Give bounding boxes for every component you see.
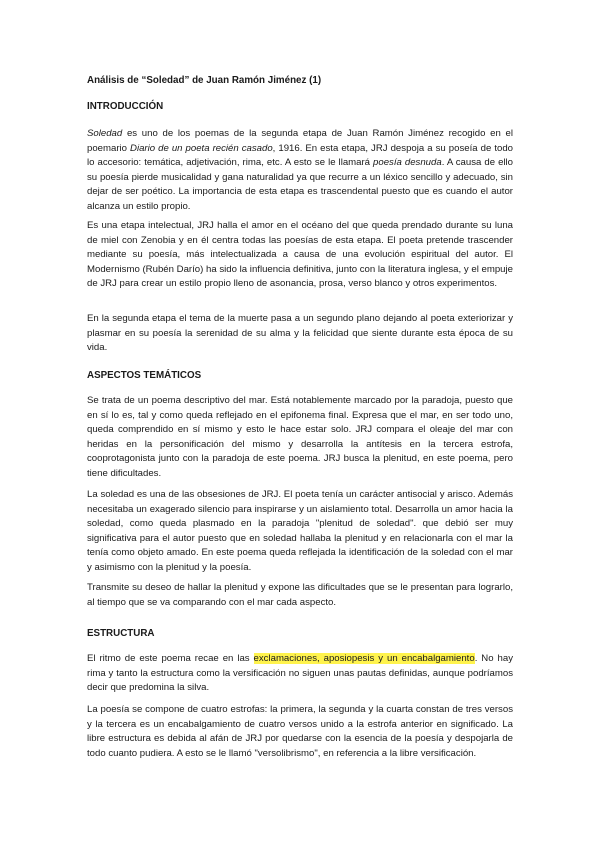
intro-paragraph-2: Es una etapa intelectual, JRJ halla el amor en el océano del que queda prendado durante su luna de miel con Zenobia y en él centra todas las poesías de esta etapa. El poeta pretende trascender mediante su poesía, más intelectualizada a causa de una evolución espiritual del autor. El Modernismo (Rubén Darío) ha sido la influencia definitiva, junto con la literatura inglesa, y el empuje de JRJ para crear un estilo propio lleno de asonancia, prosa, verso blanco y otros experimentos. [87, 220, 513, 290]
heading-estructura: ESTRUCTURA [87, 628, 155, 639]
temas-paragraph-2: La soledad es una de las obsesiones de JRJ. El poeta tenía un carácter antisocial y arisco. Además necesitaba un exagerado silencio para inspirarse y un aislamiento total. Desarrolla un amor hacia la soledad, como queda plasmado en la paradoja "plenitud de soledad". que debió ser muy significativa para el autor puesto que en soledad hallaba la plenitud y en relacionarla con el mar la tenía como objeto amado. En este poema queda reflejada la identificación de la soledad con el mar y asimismo con la plenitud y la poesía. [87, 489, 513, 573]
highlighted-text: exclamaciones, aposiopesis y un encabalgamiento [253, 653, 475, 664]
italic-title-diario: Diario de un poeta recién casado [130, 142, 273, 154]
temas-paragraph-3: Transmite su deseo de hallar la plenitud y expone las dificultades que se le presentan para lograrlo, al tiempo que se va comparando con el mar cada aspecto. [87, 582, 513, 608]
estructura-paragraph-2: La poesía se compone de cuatro estrofas: la primera, la segunda y la cuarta constan de tres versos y la tercera es un encabalgamiento de cuatro versos unido a la estrofa anterior en significado. La libre estructura es debida al afán de JRJ por quedarse con la esencia de la poesía y despojarla de todo cuanto pudiera. A esto se le llamó "versolibrismo", en referencia a la libre versificación. [87, 704, 513, 759]
intro-paragraph-1: Soledad es uno de los poemas de la segunda etapa de Juan Ramón Jiménez recogido en el poemario Diario de un poeta recién casado, 1916. En esta etapa, JRJ despoja a su poseía de todo lo accesorio: temática, adjetivación, rima, etc. A esto se le llamará poesía desnuda. A causa de ello su poesía pierde musicalidad y gana naturalidad ya que recurre a un léxico sencillo y adecuado, sin dejar de ser poético. La importancia de esta etapa es trascendental puesto que es cuando el autor alcanza un estilo propio. [87, 128, 514, 212]
intro-paragraph-3: En la segunda etapa el tema de la muerte pasa a un segundo plano dejando al poeta exteriorizar y plasmar en su poesía la serenidad de su alma y la felicidad que siente durante esta época de su vida. [87, 313, 513, 354]
italic-term-poesia-desnuda: poesía desnuda [373, 157, 442, 169]
heading-aspectos-tematicos: ASPECTOS TEMÁTICOS [87, 370, 202, 381]
temas-paragraph-1: Se trata de un poema descriptivo del mar. Está notablemente marcado por la paradoja, puesto que en sí lo es, tal y como queda reflejado en el epifonema final. Expresa que el mar, en ser todo uno, queda comprendido en sí mismo y esto le hace estar solo. JRJ compara el oleaje del mar con heridas en la personificación del mismo y desarrolla la antítesis en la tercera estrofa, cooprotagonista junto con la paradoja de este poema. JRJ busca la plenitud, en este poema, pero tiene dificultades. [87, 395, 513, 479]
document-title: Análisis de “Soledad” de Juan Ramón Jiménez (1) [87, 75, 322, 86]
italic-title-soledad: Soledad [87, 128, 123, 139]
estructura-paragraph-1: El ritmo de este poema recae en las exclamaciones, aposiopesis y un encabalgamiento. No hay rima y tanto la estructura como la versificación no siguen unas pautas definidas, aunque podríamos decir que predomina la silva. [87, 653, 513, 694]
heading-introduccion: INTRODUCCIÓN [87, 101, 164, 112]
